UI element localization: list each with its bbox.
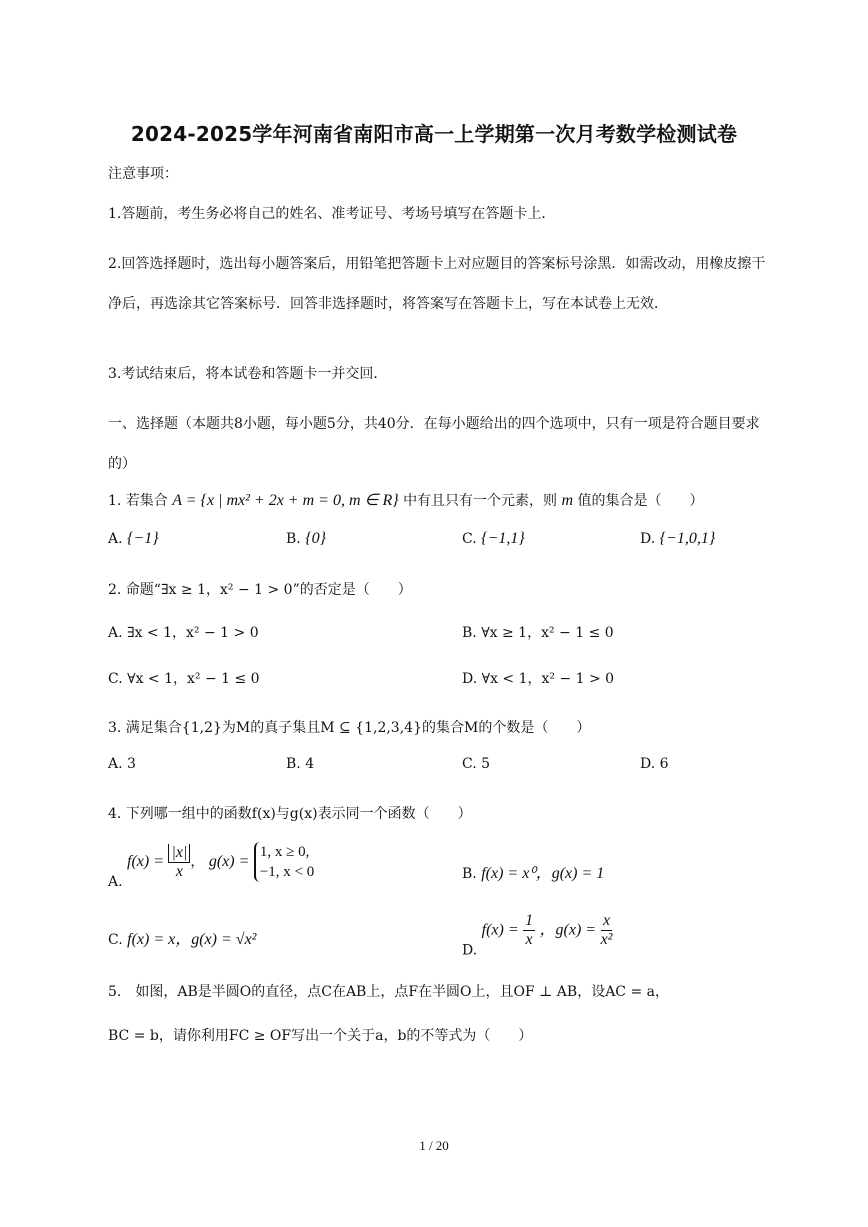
page-number: 1 / 20: [419, 1138, 449, 1153]
page-title: 2024-2025学年河南省南阳市高一上学期第一次月考数学检测试卷: [130, 122, 738, 146]
q3-option-d: D. 6: [640, 756, 669, 772]
q1-var: m: [561, 492, 574, 509]
q4-options-row1: [108, 842, 768, 894]
q1-set: A = {x | mx² + 2x + m = 0, m ∈ R}: [172, 492, 399, 509]
q3-option-b: B. 4: [286, 756, 315, 772]
q2-option-b: B. ∀x ≥ 1，x² − 1 ≤ 0: [462, 625, 614, 641]
notice-item-3: 3.考试结束后，将本试卷和答题卡一并交回．: [108, 366, 388, 382]
section-heading: 一、选择题（本题共8小题，每小题5分，共40分．在每小题给出的四个选项中，只有一项是符合题目要求的）: [108, 416, 760, 472]
question-5-line1: 5. 如图，AB是半圆O的直径，点C在AB上，点F在半圆O上，且OF ⊥ AB，设AC = a，: [108, 984, 669, 1000]
q1-option-b: B. {0}: [286, 530, 326, 547]
question-3: 3. 满足集合{1,2}为M的真子集且M ⊆ {1,2,3,4}的集合M的个数是（ ）: [108, 720, 591, 736]
q4-option-b: B. f(x) = x⁰，g(x) = 1: [462, 865, 605, 882]
q4-option-d: D. f(x) = $\frac{1}{x}$ ，g(x) = $\frac{x}{\text{x²}}$: [462, 912, 613, 959]
q3-options: [108, 756, 768, 786]
q3-option-c: C. 5: [462, 756, 491, 772]
q1-option-a: A. {−1}: [108, 530, 159, 547]
question-5-line2: BC = b，请你利用FC ≥ OF写出一个关于a，b的不等式为（ ）: [108, 1028, 533, 1044]
q1-option-d: D. {−1,0,1}: [640, 530, 716, 547]
q1-pre: 1. 若集合: [108, 493, 168, 509]
q2-option-c: C. ∀x < 1，x² − 1 ≤ 0: [108, 671, 260, 687]
notice-heading: 注意事项：: [108, 166, 178, 182]
q4-option-c: C. f(x) = x，g(x) = √x²: [108, 931, 257, 948]
q2-option-a: A. ∃x < 1，x² − 1 > 0: [108, 625, 259, 641]
q2-option-d: D. ∀x < 1，x² − 1 > 0: [462, 671, 615, 687]
q4-option-a: A. f(x) = $\frac{|x|}{x}$ ， g(x) = 1, x ≥ 0, −1, x < 0: [108, 843, 315, 890]
q4-options-row2: [108, 912, 768, 964]
question-2: 2. 命题“∃x ≥ 1，x² − 1 > 0”的否定是（ ）: [108, 582, 412, 598]
q1-options: [108, 530, 768, 560]
q3-option-a: A. 3: [108, 756, 136, 772]
question-4: 4. 下列哪一组中的函数f(x)与g(x)表示同一个函数（ ）: [108, 806, 472, 822]
q2-options-row2: [108, 668, 768, 698]
notice-item-1: 1.答题前，考生务必将自己的姓名、准考证号、考场号填写在答题卡上．: [108, 206, 556, 222]
q1-post2: 值的集合是（ ）: [577, 493, 704, 509]
notice-item-2: 2.回答选择题时，选出每小题答案后，用铅笔把答题卡上对应题目的答案标号涂黑．如需改动，用橡皮擦干净后，再选涂其它答案标号．回答非选择题时，将答案写在答题卡上，写在本试卷上无效．: [108, 256, 766, 312]
q1-option-c: C. {−1,1}: [462, 530, 525, 547]
q1-post: 中有且只有一个元素，则: [403, 493, 558, 509]
question-1: [108, 486, 704, 516]
q2-options-row1: [108, 622, 768, 652]
